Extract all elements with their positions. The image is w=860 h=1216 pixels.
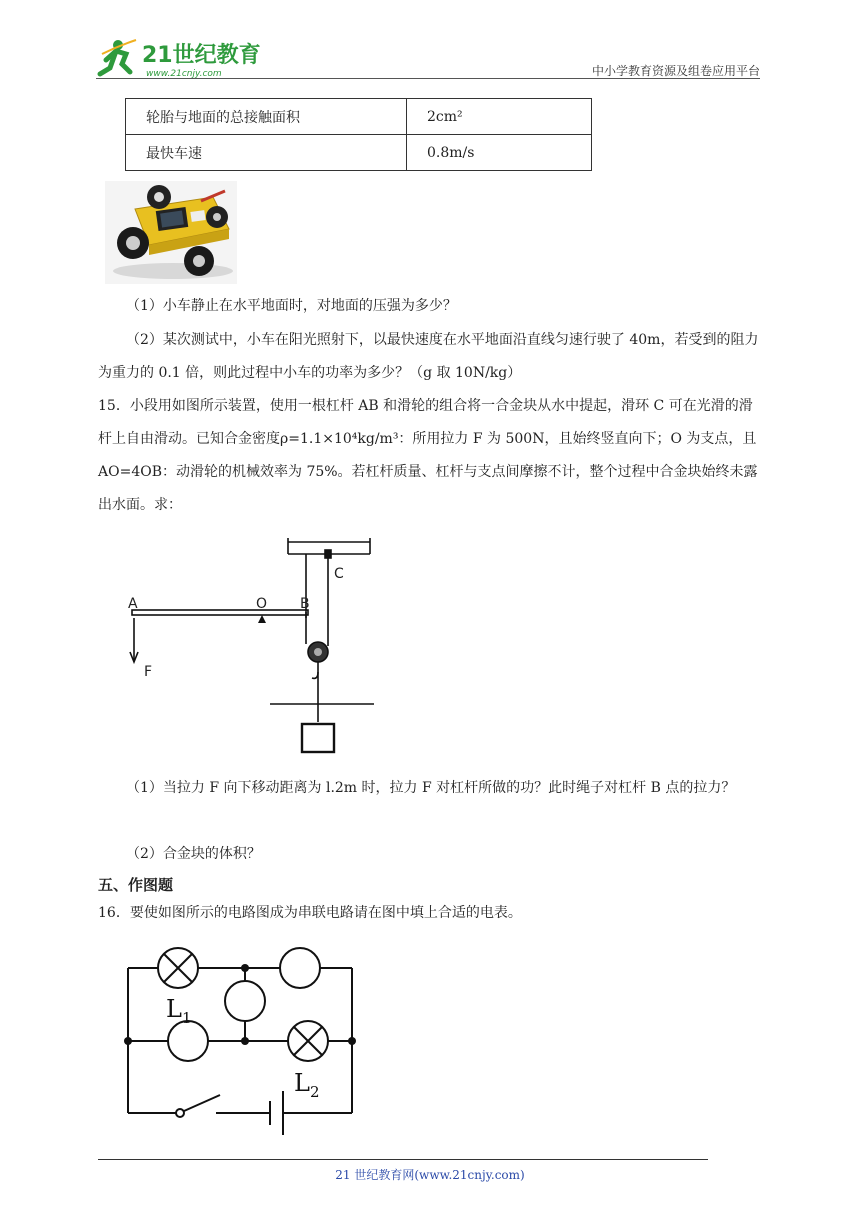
label-l2: L	[294, 1069, 310, 1097]
table-cell-value: 2cm²	[407, 99, 592, 135]
footer-link[interactable]: 21 世纪教育网(www.21cnjy.com)	[335, 1168, 525, 1182]
header-divider	[96, 78, 760, 79]
label-l1-sub: 1	[182, 1009, 192, 1027]
lever-pulley-diagram	[120, 532, 380, 762]
section-title: 五、作图题	[98, 876, 174, 894]
q15-part1: （1）当拉力 F 向下移动距离为 l.2m 时，拉力 F 对杠杆所做的功？此时绳子对杠杆 B 点的拉力？	[126, 780, 736, 796]
label-b: B	[300, 596, 310, 612]
circuit-diagram	[120, 945, 365, 1145]
runner-icon	[100, 40, 136, 74]
q16-stem: 16．要使如图所示的电路图成为串联电路请在图中填上合适的电表。	[98, 905, 522, 921]
label-f: F	[144, 664, 153, 680]
q14-part1: （1）小车静止在水平地面时，对地面的压强为多少？	[126, 298, 457, 314]
label-c: C	[334, 566, 344, 582]
label-o: O	[256, 596, 268, 612]
q14-part2: （2）某次测试中，小车在阳光照射下，以最快速度在水平地面沿直线匀速行驶了 40m，若受到的阻力为重力的 0.1 倍，则此过程中小车的功率为多少？（g 取 10N/kg）	[98, 332, 759, 381]
label-a: A	[128, 596, 138, 612]
solar-car-image	[105, 181, 237, 284]
q15-part2: （2）合金块的体积？	[126, 846, 261, 862]
logo-text: 21世纪教育	[142, 43, 261, 68]
table-cell-label: 轮胎与地面的总接触面积	[126, 99, 407, 135]
footer-divider	[98, 1159, 708, 1160]
table-row	[126, 99, 592, 135]
table-cell-label: 最快车速	[126, 135, 407, 171]
label-l2-sub: 2	[310, 1083, 320, 1101]
spec-table	[125, 98, 592, 171]
table-cell-value: 0.8m/s	[407, 135, 592, 171]
site-logo	[96, 36, 266, 82]
label-l1: L	[166, 995, 182, 1023]
logo-url: www.21cnjy.com	[146, 69, 222, 79]
table-row	[126, 135, 592, 171]
header-platform-text: 中小学教育资源及组卷应用平台	[591, 64, 760, 78]
q15-stem: 15．小段用如图所示装置，使用一根杠杆 AB 和滑轮的组合将一合金块从水中提起，滑环 C 可在光滑的滑杆上自由滑动。已知合金密度ρ=1.1×10⁴kg/m³：所用拉力 F 为 500N，且始终竖直向下；O 为支点，且 AO=4OB：动滑轮的机械效率为 75%。若杠杆质量、杠杆与支点间摩擦不计，整个过程中合金块始终未露出水面。求：	[98, 398, 758, 513]
